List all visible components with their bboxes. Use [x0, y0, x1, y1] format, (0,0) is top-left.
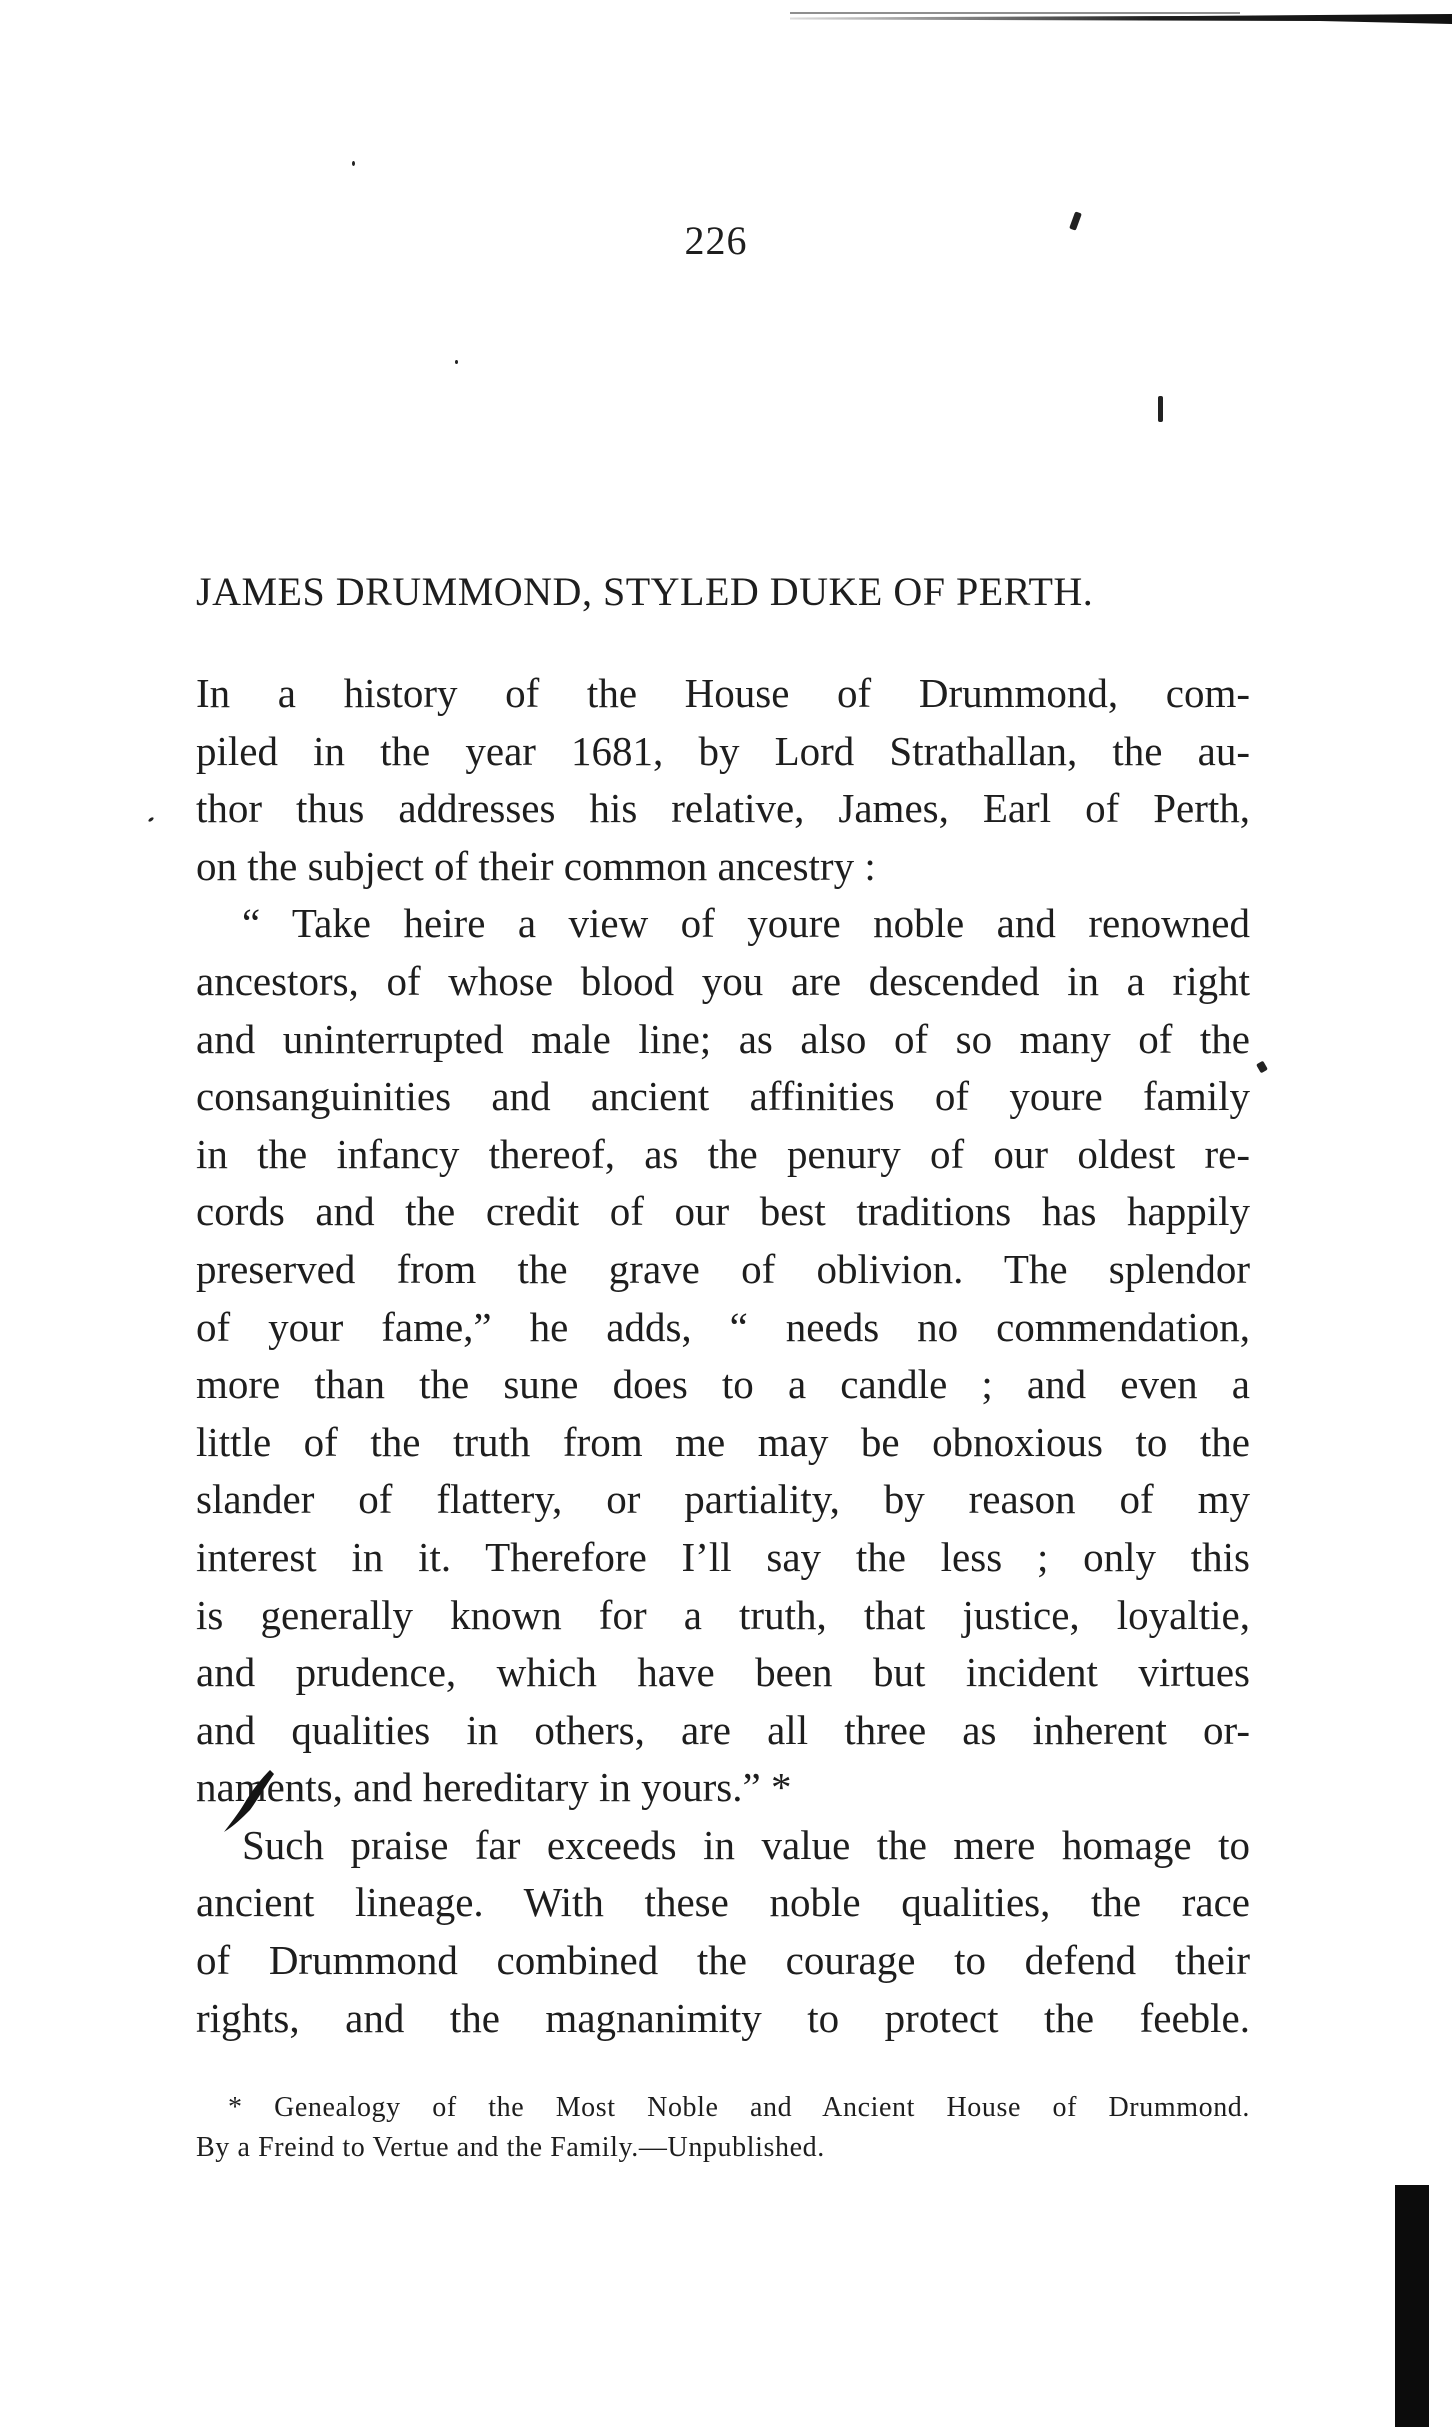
scan-speck: [352, 161, 355, 166]
text-line: in the infancy thereof, as the penury of our oldest re-: [196, 1130, 1250, 1177]
text-line: of your fame,” he adds, “ needs no commendation,: [196, 1303, 1250, 1350]
text-line: cords and the credit of our best traditions has happily: [196, 1188, 1250, 1235]
text-line: on the subject of their common ancestry :: [196, 842, 876, 889]
scan-speck: [455, 360, 458, 364]
text-line: and prudence, which have been but incident virtues: [196, 1649, 1250, 1696]
text-line: interest in it. Therefore I’ll say the less ; only this: [196, 1533, 1250, 1580]
text-line: “ Take heire a view of youre noble and renowned: [242, 900, 1250, 947]
scan-edge-bar: [1395, 2185, 1429, 2427]
ink-blot-icon: [222, 1768, 276, 1834]
text-line: is generally known for a truth, that justice, loyaltie,: [196, 1591, 1250, 1638]
body-text: [196, 665, 1250, 2047]
text-line: more than the sune does to a candle ; and even a: [196, 1361, 1250, 1408]
scan-speck: [1158, 396, 1163, 422]
text-line: naments, and hereditary in yours.” *: [196, 1764, 792, 1811]
text-line: piled in the year 1681, by Lord Strathallan, the au-: [196, 727, 1250, 774]
scan-speck: [1256, 1061, 1268, 1074]
scan-edge-line: [790, 12, 1240, 14]
text-line: ancient lineage. With these noble qualities, the race: [196, 1879, 1250, 1926]
text-line: preserved from the grave of oblivion. The splendor: [196, 1245, 1250, 1292]
text-line: little of the truth from me may be obnoxious to the: [196, 1418, 1250, 1465]
footnote-line: * Genealogy of the Most Noble and Ancient House of Drummond.: [228, 2092, 1250, 2123]
text-line: consanguinities and ancient affinities of youre family: [196, 1073, 1250, 1120]
page-number: 226: [684, 218, 748, 263]
text-line: ancestors, of whose blood you are descended in a right: [196, 957, 1250, 1004]
text-line: Such praise far exceeds in value the mere homage to: [242, 1821, 1250, 1868]
text-line: slander of flattery, or partiality, by reason of my: [196, 1476, 1250, 1523]
footnote-line: By a Freind to Vertue and the Family.—Unpublished.: [196, 2132, 825, 2163]
text-line: and uninterrupted male line; as also of so many of the: [196, 1015, 1250, 1062]
scan-edge-shadow: [790, 14, 1452, 24]
text-line: In a history of the House of Drummond, com-: [196, 670, 1250, 716]
text-line: and qualities in others, are all three as inherent or-: [196, 1706, 1250, 1753]
text-line: thor thus addresses his relative, James, Earl of Perth,: [196, 785, 1250, 832]
text-line: of Drummond combined the courage to defend their: [196, 1937, 1250, 1984]
text-line: rights, and the magnanimity to protect the feeble.: [196, 1994, 1250, 2041]
chapter-title: JAMES DRUMMOND, STYLED DUKE OF PERTH.: [196, 569, 1094, 614]
footnote: [196, 2088, 1250, 2168]
scan-speck: [148, 817, 155, 823]
